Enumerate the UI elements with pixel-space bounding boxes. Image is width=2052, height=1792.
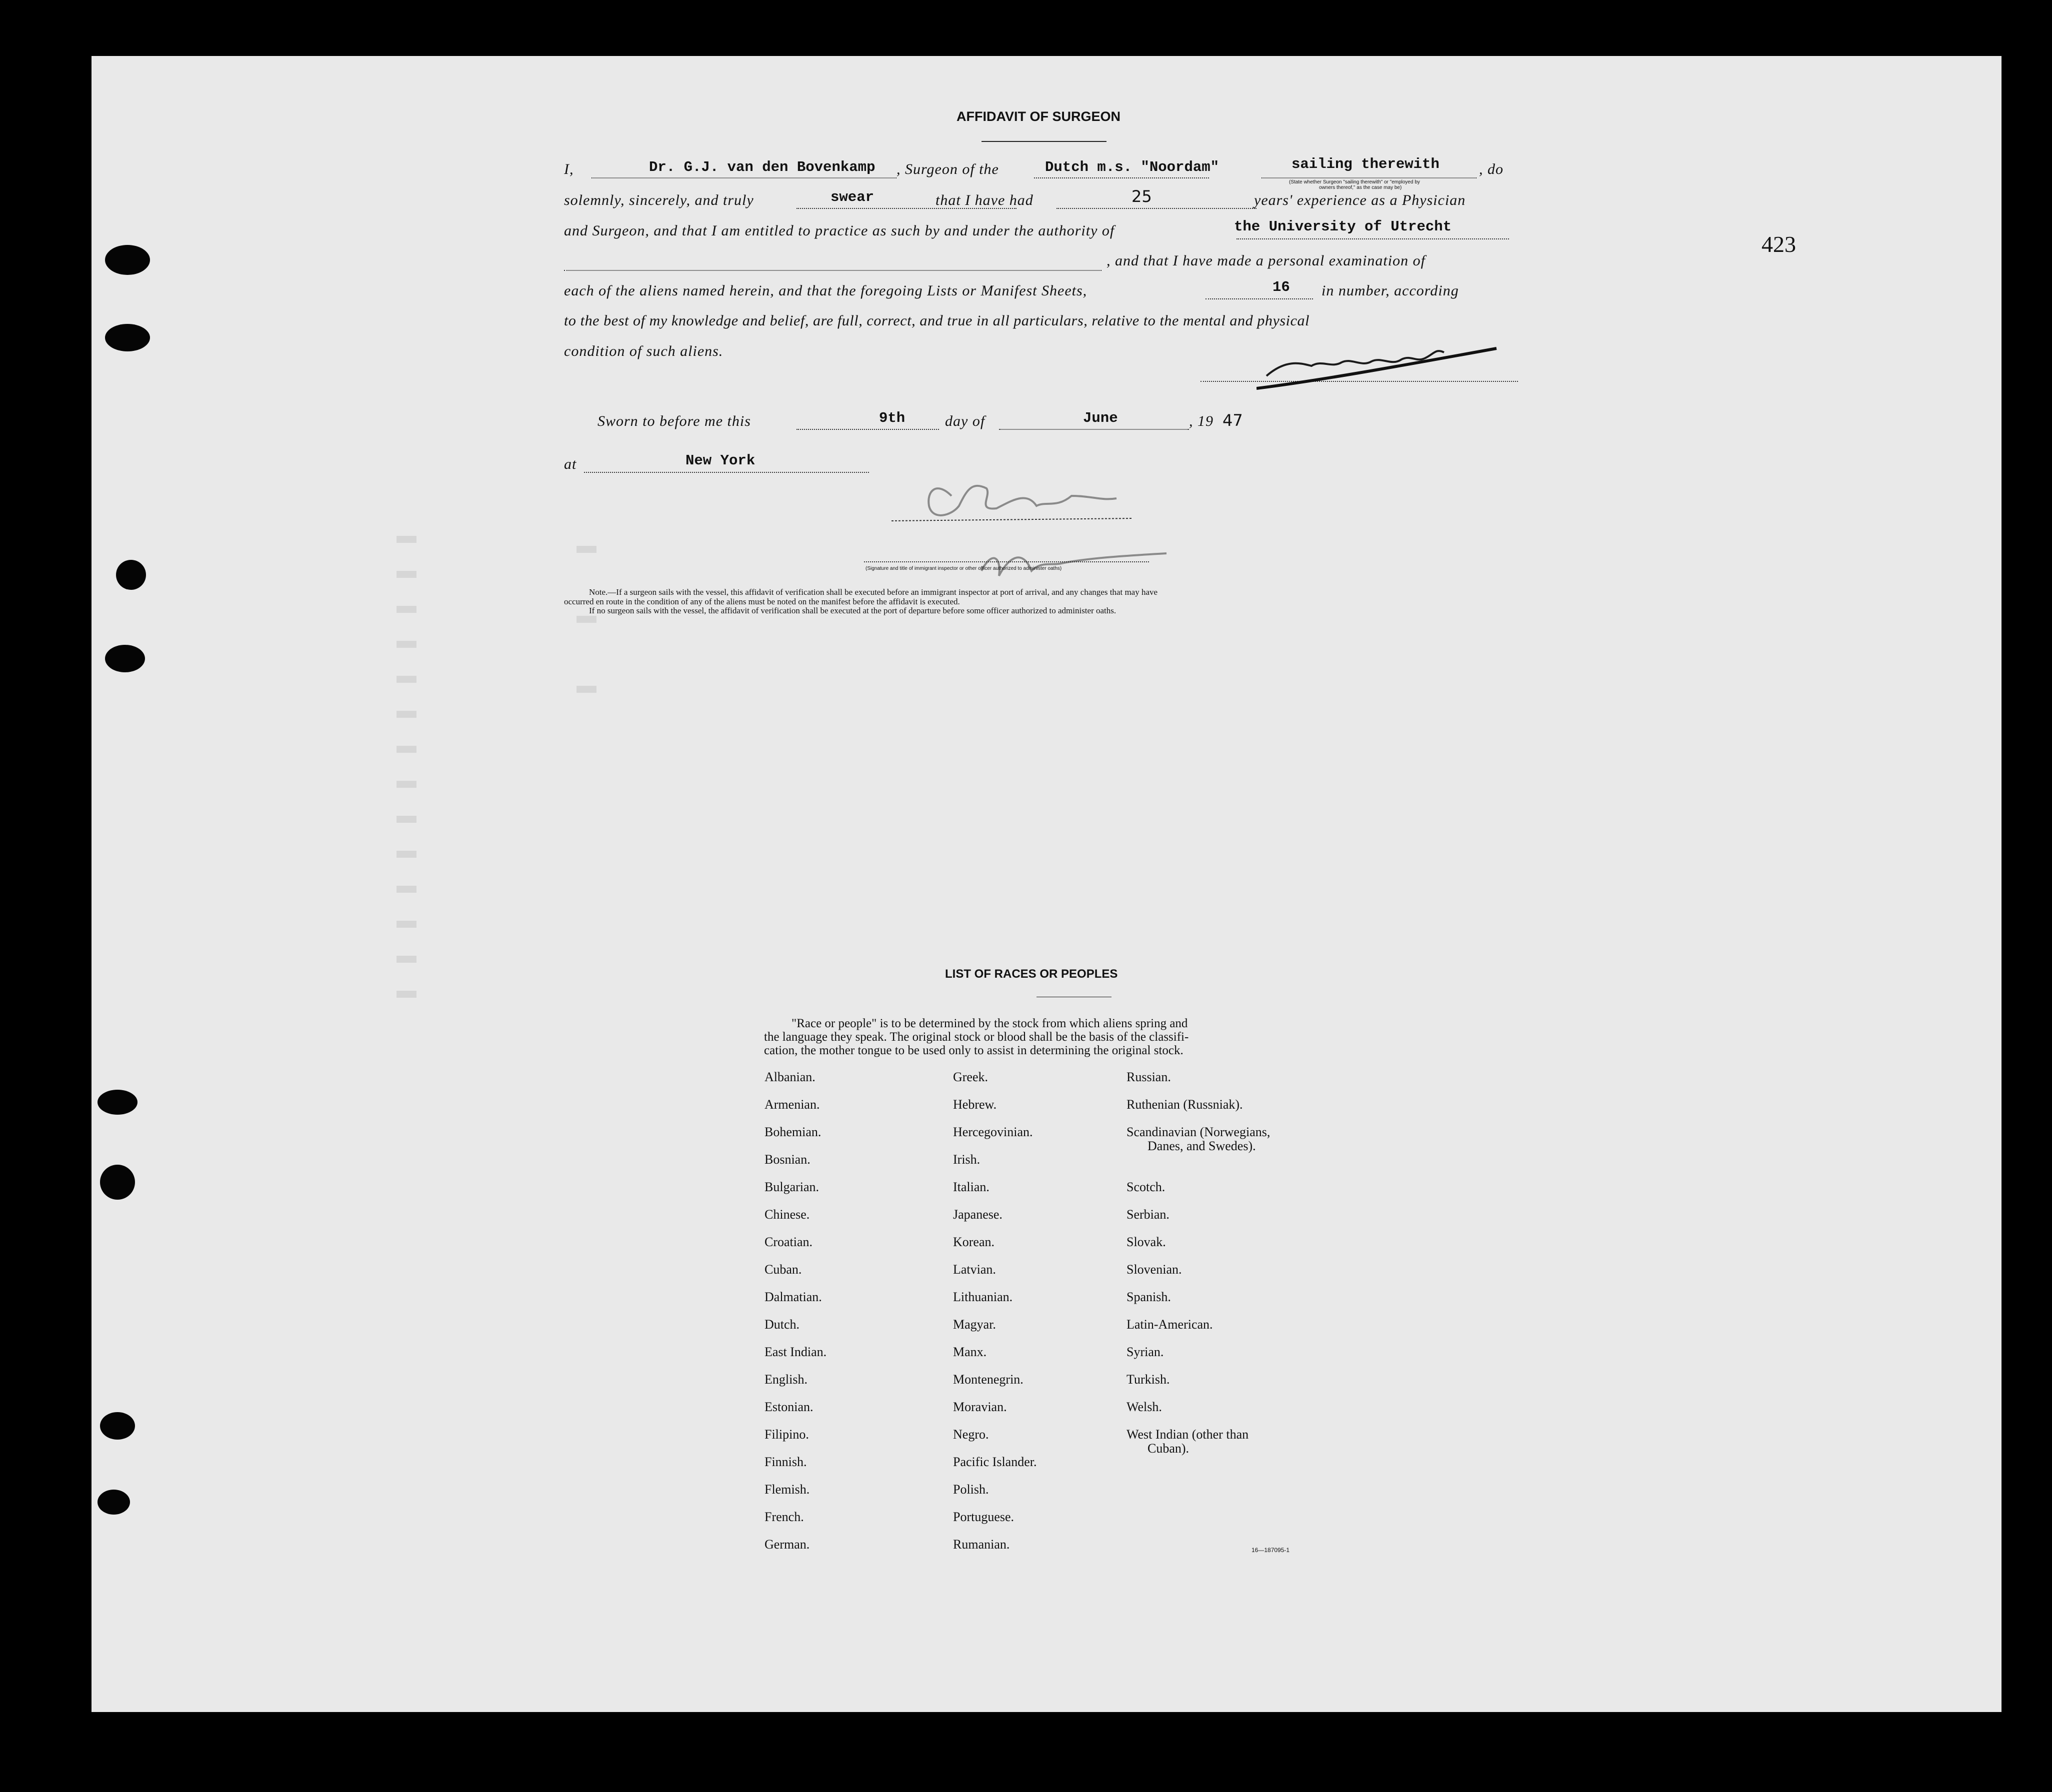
- race-item: French.: [764, 1510, 804, 1524]
- race-item: Slovenian.: [1126, 1262, 1182, 1277]
- sworn-month: June: [1083, 410, 1118, 426]
- race-item: Chinese.: [764, 1207, 810, 1222]
- punch-hole: [100, 1412, 135, 1440]
- race-item: Slovak.: [1126, 1235, 1166, 1249]
- sailing-status-line: [1262, 177, 1476, 178]
- race-item: Hebrew.: [953, 1097, 997, 1112]
- surgeon-name-line: [592, 177, 896, 178]
- line3-start: and Surgeon, and that I am entitled to practice as such by and under the authority of: [564, 222, 1115, 239]
- affidavit-title: AFFIDAVIT OF SURGEON: [956, 109, 1120, 124]
- race-item: Lithuanian.: [953, 1290, 1013, 1304]
- race-item: East Indian.: [764, 1345, 827, 1359]
- punch-hole: [105, 324, 150, 351]
- line4-end: , and that I have made a personal examination of: [1106, 252, 1426, 269]
- note-line-1: Note.—If a surgeon sails with the vessel, this affidavit of verification shall be executed before an immigrant inspector at port of arrival, and any changes that may have: [589, 587, 1158, 597]
- line2-mid: that I have had: [936, 192, 1034, 208]
- inspector-signature-line: [864, 561, 1149, 562]
- sworn-prefix: Sworn to before me this: [598, 413, 751, 429]
- sworn-month-line: [999, 429, 1189, 430]
- race-item: Ruthenian (Russniak).: [1126, 1097, 1243, 1112]
- sworn-day-line: [796, 429, 939, 430]
- sailing-status: sailing therewith: [1292, 156, 1440, 172]
- day-of-label: day of: [945, 413, 986, 429]
- race-item: English.: [764, 1372, 808, 1387]
- race-item: Hercegovinian.: [953, 1125, 1033, 1139]
- race-item: Rumanian.: [953, 1537, 1010, 1552]
- punch-hole: [98, 1490, 130, 1515]
- race-item: Danes, and Swedes).: [1148, 1139, 1256, 1153]
- page-number: 423: [1762, 231, 1796, 257]
- race-item: West Indian (other than: [1126, 1427, 1249, 1442]
- race-item: Greek.: [953, 1070, 988, 1084]
- line5-start: each of the aliens named herein, and that the foregoing Lists or Manifest Sheets,: [564, 282, 1088, 299]
- line2-start: solemnly, sincerely, and truly: [564, 192, 754, 208]
- race-item: Armenian.: [764, 1097, 820, 1112]
- year-prefix: , 19: [1189, 413, 1214, 429]
- races-intro-2: the language they speak. The original stock or blood shall be the basis of the classifi-: [764, 1030, 1189, 1044]
- race-item: Bohemian.: [764, 1125, 822, 1139]
- race-item: Latvian.: [953, 1262, 996, 1277]
- bleed-through-marks: [302, 486, 652, 1111]
- race-item: Moravian.: [953, 1400, 1007, 1414]
- note-line-3: If no surgeon sails with the vessel, the affidavit of verification shall be executed at the port of departure before some officer authorized to administer oaths.: [589, 606, 1116, 615]
- race-item: Irish.: [953, 1152, 980, 1167]
- race-item: Welsh.: [1126, 1400, 1162, 1414]
- years-value: 25: [1132, 187, 1152, 206]
- race-item: Manx.: [953, 1345, 987, 1359]
- affidavit-title-rule: [982, 141, 1106, 142]
- race-item: Albanian.: [764, 1070, 816, 1084]
- punch-hole: [105, 245, 150, 275]
- races-intro-1: "Race or people" is to be determined by the stock from which aliens spring and: [792, 1017, 1188, 1030]
- race-item: Serbian.: [1126, 1207, 1170, 1222]
- race-item: Flemish.: [764, 1482, 810, 1497]
- vessel-name: Dutch m.s. "Noordam": [1045, 159, 1220, 175]
- race-item: Pacific Islander.: [953, 1455, 1037, 1469]
- authority-line: [1236, 238, 1509, 239]
- race-item: Estonian.: [764, 1400, 814, 1414]
- race-item: Cuban).: [1148, 1441, 1190, 1456]
- line5-end: in number, according: [1322, 282, 1459, 299]
- race-item: Bosnian.: [764, 1152, 810, 1167]
- race-item: Cuban.: [764, 1262, 802, 1277]
- race-item: Dutch.: [764, 1317, 800, 1332]
- punch-hole: [98, 1090, 138, 1115]
- race-item: Korean.: [953, 1235, 995, 1249]
- note-line-2: occurred en route in the condition of any of the aliens must be noted on the manifest before the affidavit is executed.: [564, 597, 960, 606]
- race-item: Russian.: [1126, 1070, 1171, 1084]
- authority-line-2: [564, 270, 1102, 271]
- line2-end: years' experience as a Physician: [1254, 192, 1466, 208]
- sheets-line: [1206, 298, 1313, 299]
- line6: to the best of my knowledge and belief, are full, correct, and true in all particulars, relative to the mental and physical: [564, 312, 1310, 329]
- sworn-day: 9th: [879, 410, 906, 426]
- race-item: Japanese.: [953, 1207, 1002, 1222]
- races-intro-3: cation, the mother tongue to be used only to assist in determining the original stock.: [764, 1044, 1184, 1057]
- signature-caption: (Signature and title of immigrant inspector or other officer authorized to administer oaths): [866, 566, 1062, 571]
- race-item: Spanish.: [1126, 1290, 1171, 1304]
- authority-value: the University of Utrecht: [1234, 218, 1452, 235]
- race-item: German.: [764, 1537, 810, 1552]
- race-item: Scotch.: [1126, 1180, 1166, 1194]
- at-word: at: [564, 456, 577, 472]
- sheets-value: 16: [1272, 279, 1290, 295]
- race-item: Bulgarian.: [764, 1180, 820, 1194]
- race-item: Italian.: [953, 1180, 990, 1194]
- years-line: [1056, 208, 1256, 209]
- race-item: Finnish.: [764, 1455, 807, 1469]
- punch-hole: [116, 560, 146, 590]
- races-title: LIST OF RACES OR PEOPLES: [945, 967, 1118, 981]
- affidavit-i: I,: [564, 161, 574, 177]
- form-code: 16—187095-1: [1252, 1547, 1290, 1554]
- race-item: Polish.: [953, 1482, 989, 1497]
- punch-hole: [100, 1165, 135, 1200]
- sworn-year: 47: [1222, 411, 1243, 430]
- race-item: Croatian.: [764, 1235, 813, 1249]
- surgeon-signature: [1256, 328, 1516, 398]
- race-item: Negro.: [953, 1427, 989, 1442]
- race-item: Syrian.: [1126, 1345, 1164, 1359]
- surgeon-name: Dr. G.J. van den Bovenkamp: [649, 159, 876, 175]
- document-page: [92, 56, 2002, 1712]
- sailing-note-1: (State whether Surgeon "sailing therewith" or "employed by: [1289, 179, 1420, 185]
- race-item: Turkish.: [1126, 1372, 1170, 1387]
- do-word: , do: [1479, 161, 1504, 177]
- race-item: Dalmatian.: [764, 1290, 822, 1304]
- race-item: Magyar.: [953, 1317, 996, 1332]
- place-value: New York: [686, 452, 756, 469]
- race-item: Portuguese.: [953, 1510, 1014, 1524]
- race-item: Filipino.: [764, 1427, 809, 1442]
- oath-word: swear: [830, 189, 874, 205]
- surgeon-of-label: , Surgeon of the: [896, 161, 999, 177]
- sailing-note-2: owners thereof," as the case may be): [1319, 185, 1402, 190]
- vessel-line: [1034, 177, 1209, 178]
- race-item: Latin-American.: [1126, 1317, 1213, 1332]
- race-item: Scandinavian (Norwegians,: [1126, 1125, 1270, 1139]
- punch-hole: [105, 645, 145, 672]
- race-item: Montenegrin.: [953, 1372, 1024, 1387]
- line7: condition of such aliens.: [564, 343, 724, 359]
